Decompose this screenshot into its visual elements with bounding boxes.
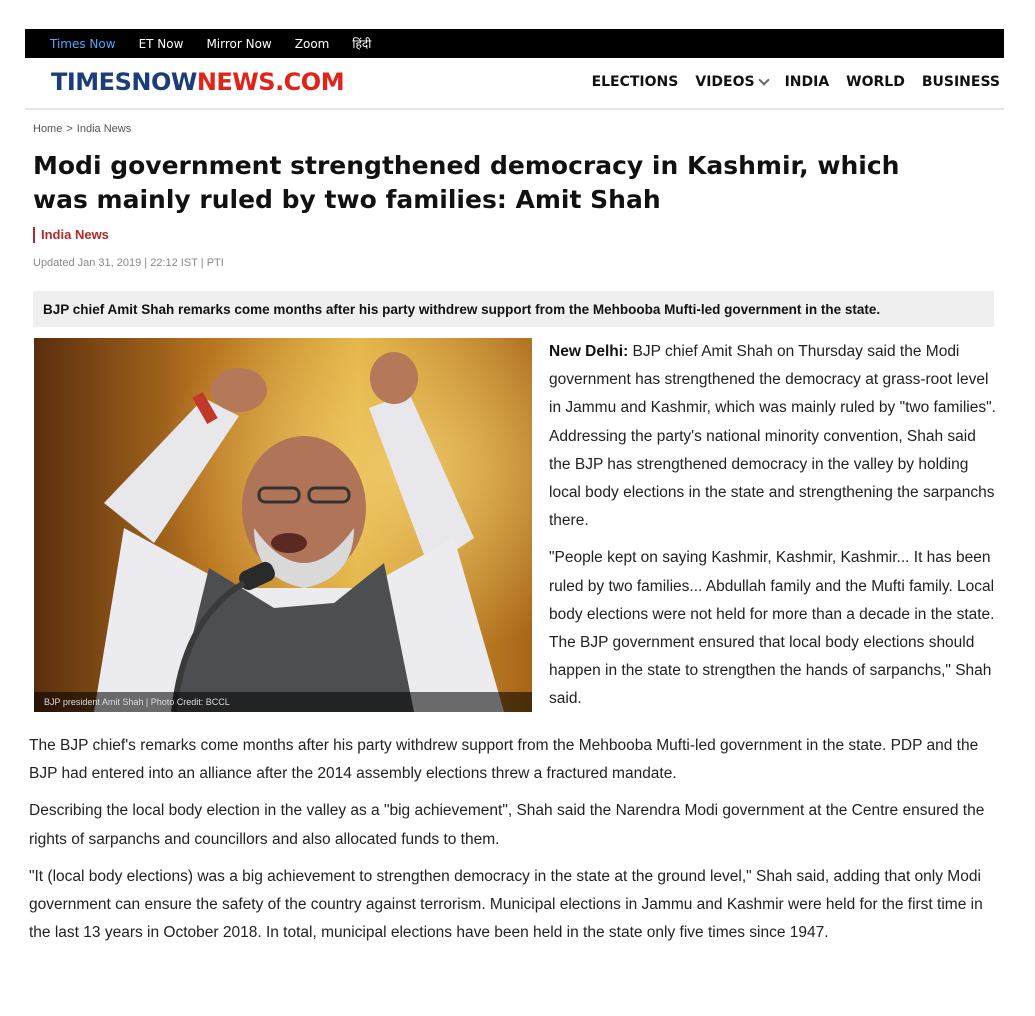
nav-india[interactable]: INDIA [784, 74, 830, 90]
body-paragraph-1: The BJP chief's remarks come months after his party withdrew support from the Mehbooba Mufti-led government in the state. PDP and the BJP had entered into an alliance after the 2014 assembly elections threw a fractured mandate. [29, 737, 979, 783]
article-photo [34, 338, 532, 712]
topbar-link-hindi[interactable]: हिंदी [352, 37, 372, 51]
photo-caption: BJP president Amit Shah | Photo Credit: BCCL [34, 692, 532, 712]
article-category[interactable]: India News [33, 227, 109, 243]
nav-business[interactable]: BUSINESS [921, 74, 1000, 90]
body-paragraph-2: Describing the local body election in the valley as a "big achievement", Shah said the Narendra Modi government at the Centre ensured the rights of sarpanchs and councillors and also allocated funds to them. [29, 802, 985, 848]
nav-videos[interactable] [695, 74, 767, 90]
site-logo[interactable] [51, 68, 344, 96]
article-body [29, 732, 997, 956]
main-nav [575, 74, 1000, 90]
lead-paragraph-2: "People kept on saying Kashmir, Kashmir, Kashmir... It has been ruled by two families... Abdullah family and the Mufti family. Local body elections were not held for more than a decade in the state. The BJP government ensured that local body elections should happen in the state to strengthen the hands of sarpanchs," Shah said. [549, 549, 995, 708]
breadcrumb-section[interactable]: India News [76, 123, 132, 135]
top-network-bar [25, 29, 1004, 58]
lead-paragraph-1 [549, 338, 997, 535]
article-lead [549, 338, 997, 723]
article-summary: BJP chief Amit Shah remarks come months after his party withdrew support from the Mehbooba Mufti-led government in the state. [33, 291, 994, 327]
breadcrumb-separator: > [66, 123, 73, 135]
logo-part-timesnow: TIMESNOW [51, 68, 197, 96]
nav-elections[interactable]: ELECTIONS [591, 74, 679, 90]
chevron-down-icon[interactable] [758, 74, 769, 85]
photo-illustration [34, 338, 532, 712]
dateline: New Delhi: [549, 343, 629, 360]
lead-paragraph-1-text: BJP chief Amit Shah on Thursday said the Modi government has strengthened the democracy at grass-root level in Jammu and Kashmir, which was mainly ruled by "two families". Addressing the party's national minority convention, Shah said the BJP has strengthened democracy in the valley by holding local body elections in the state and strengthening the sarpanchs there. [549, 343, 996, 530]
logo-part-news: NEWS.COM [196, 68, 345, 96]
article-title: Modi government strengthened democracy in Kashmir, which was mainly ruled by two families: Amit Shah [33, 151, 900, 214]
topbar-link-times-now[interactable]: Times Now [50, 36, 116, 51]
breadcrumb [33, 123, 131, 135]
topbar-link-zoom[interactable]: Zoom [294, 36, 330, 51]
nav-world[interactable]: WORLD [846, 74, 905, 90]
site-header [25, 58, 1004, 110]
nav-videos-label: VIDEOS [695, 74, 755, 90]
topbar-link-et-now[interactable]: ET Now [138, 36, 184, 51]
body-paragraph-3: "It (local body elections) was a big achievement to strengthen democracy in the state at the ground level," Shah said, adding that only Modi government can ensure the safety of the country against terrorism. Municipal elections in Jammu and Kashmir were held for the first time in the last 13 years in October 2018. In total, municipal elections have been held in the state only five times since 1947. [29, 867, 983, 942]
breadcrumb-home[interactable]: Home [33, 123, 63, 135]
article-meta: Updated Jan 31, 2019 | 22:12 IST | PTI [33, 257, 224, 269]
topbar-link-mirror-now[interactable]: Mirror Now [206, 36, 272, 51]
